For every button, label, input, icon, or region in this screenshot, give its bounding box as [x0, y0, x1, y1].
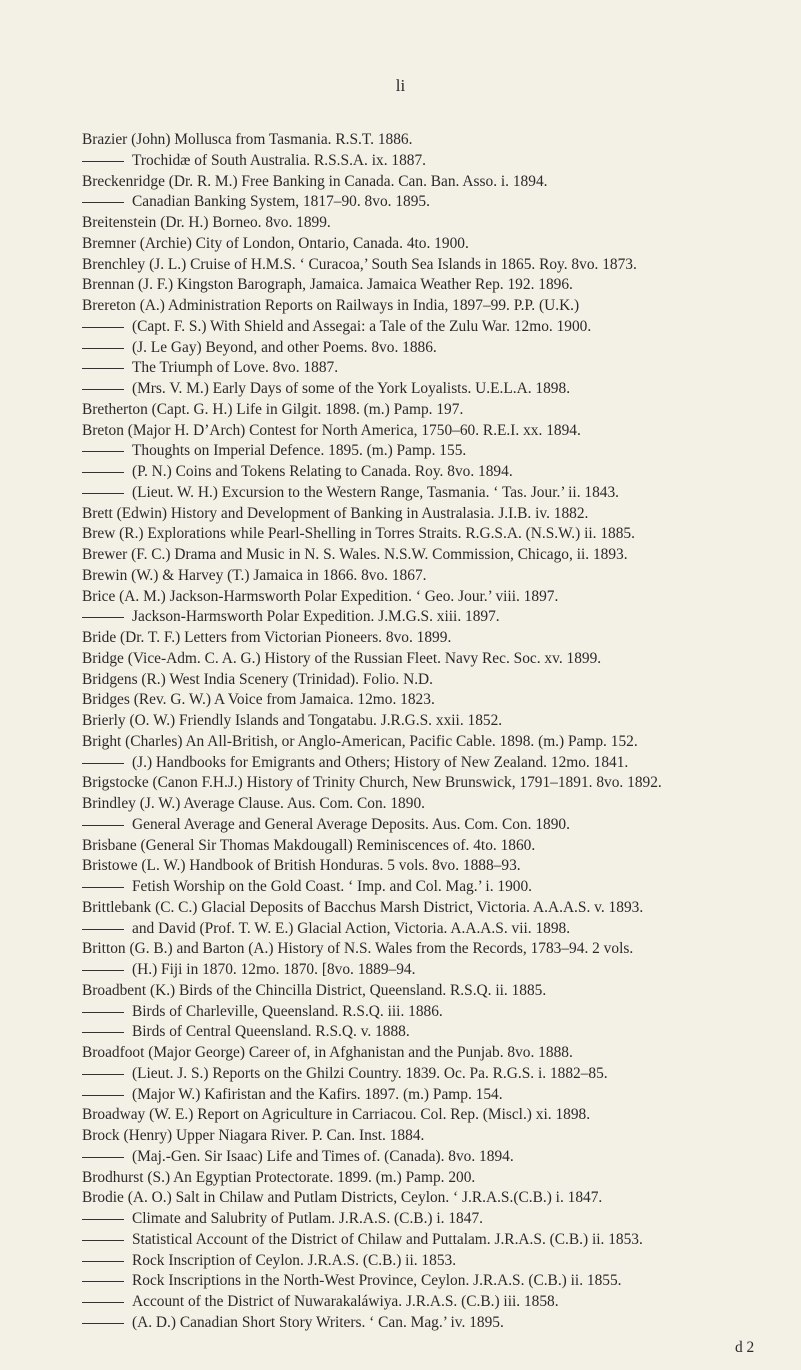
bibliography-entry	[0, 773, 801, 794]
bibliography-list	[0, 130, 801, 1334]
entry-text: (Lieut. J. S.) Reports on the Ghilzi Country. 1839. Oc. Pa. R.G.S. i. 1882–85.	[132, 1064, 608, 1082]
entry-text: Brierly (O. W.) Friendly Islands and Tongatabu. J.R.G.S. xxii. 1852.	[82, 712, 503, 729]
ditto-dash	[82, 472, 124, 473]
bibliography-entry	[0, 504, 801, 525]
continuation-entry	[0, 1209, 801, 1230]
bibliography-entry	[0, 794, 801, 815]
entry-text: Brenchley (J. L.) Cruise of H.M.S. ‘ Curacoa,’ South Sea Islands in 1865. Roy. 8vo. 1873.	[82, 255, 637, 273]
entry-text: Brett (Edwin) History and Development of Banking in Australasia. J.I.B. iv. 1882.	[82, 504, 589, 522]
bibliography-entry	[0, 628, 801, 649]
continuation-entry	[0, 919, 801, 940]
entry-text: (Major W.) Kafiristan and the Kafirs. 1897. (m.) Pamp. 154.	[132, 1085, 503, 1103]
continuation-entry	[0, 1064, 801, 1085]
continuation-entry	[0, 462, 801, 483]
ditto-dash	[82, 763, 124, 764]
entry-text: Jackson-Harmsworth Polar Expedition. J.M.G.S. xiii. 1897.	[132, 608, 500, 626]
continuation-entry	[0, 1292, 801, 1313]
continuation-entry	[0, 1022, 801, 1043]
bibliography-entry	[0, 400, 801, 421]
continuation-entry	[0, 1147, 801, 1168]
entry-text: Brew (R.) Explorations while Pearl-Shelling in Torres Straits. R.G.S.A. (N.S.W.) ii. 1885.	[82, 525, 635, 543]
entry-text: Birds of Central Queensland. R.S.Q. v. 1888.	[132, 1023, 410, 1041]
entry-text: Brewin (W.) & Harvey (T.) Jamaica in 1866. 8vo. 1867.	[82, 566, 427, 584]
ditto-dash	[82, 202, 124, 203]
ditto-dash	[82, 1261, 124, 1262]
entry-text: Canadian Banking System, 1817–90. 8vo. 1895.	[132, 193, 430, 211]
entry-text: Brodhurst (S.) An Egyptian Protectorate. 1899. (m.) Pamp. 200.	[82, 1168, 476, 1186]
bibliography-entry	[0, 690, 801, 711]
entry-text: Brereton (A.) Administration Reports on Railways in India, 1897–99. P.P. (U.K.)	[82, 297, 580, 314]
ditto-dash	[82, 1032, 124, 1033]
continuation-entry	[0, 192, 801, 213]
bibliography-entry	[0, 234, 801, 255]
entry-text: (Capt. F. S.) With Shield and Assegai: a Tale of the Zulu War. 12mo. 1900.	[132, 317, 592, 335]
ditto-dash	[82, 1240, 124, 1241]
entry-text: Climate and Salubrity of Putlam. J.R.A.S. (C.B.) i. 1847.	[132, 1210, 483, 1227]
entry-text: Broadfoot (Major George) Career of, in Afghanistan and the Punjab. 8vo. 1888.	[82, 1044, 573, 1061]
entry-text: Bridges (Rev. G. W.) A Voice from Jamaica. 12mo. 1823.	[82, 691, 435, 709]
continuation-entry	[0, 151, 801, 172]
entry-text: Bretherton (Capt. G. H.) Life in Gilgit. 1898. (m.) Pamp. 197.	[82, 400, 464, 418]
continuation-entry	[0, 1251, 801, 1272]
ditto-dash	[82, 970, 124, 971]
bibliography-entry	[0, 213, 801, 234]
entry-text: Brazier (John) Mollusca from Tasmania. R.S.T. 1886.	[82, 131, 413, 148]
bibliography-entry	[0, 1105, 801, 1126]
bibliography-entry	[0, 1188, 801, 1209]
ditto-dash	[82, 368, 124, 369]
bibliography-entry	[0, 421, 801, 442]
ditto-dash	[82, 929, 124, 930]
bibliography-entry	[0, 587, 801, 608]
continuation-entry	[0, 815, 801, 836]
continuation-entry	[0, 1271, 801, 1292]
entry-text: Broadway (W. E.) Report on Agriculture in Carriacou. Col. Rep. (Miscl.) xi. 1898.	[82, 1106, 591, 1124]
ditto-dash	[82, 327, 124, 328]
continuation-entry	[0, 960, 801, 981]
continuation-entry	[0, 607, 801, 628]
entry-text: Brennan (J. F.) Kingston Barograph, Jamaica. Jamaica Weather Rep. 192. 1896.	[82, 276, 573, 294]
entry-text: (J.) Handbooks for Emigrants and Others; History of New Zealand. 12mo. 1841.	[132, 753, 629, 771]
bibliography-entry	[0, 524, 801, 545]
ditto-dash	[82, 161, 124, 162]
bibliography-entry	[0, 732, 801, 753]
entry-text: Birds of Charleville, Queensland. R.S.Q. iii. 1886.	[132, 1002, 443, 1020]
entry-text: Bridgens (R.) West India Scenery (Trinidad). Folio. N.D.	[82, 670, 433, 688]
ditto-dash	[82, 493, 124, 494]
entry-text: Broadbent (K.) Birds of the Chincilla District, Queensland. R.S.Q. ii. 1885.	[82, 981, 547, 999]
entry-text: Breton (Major H. D’Arch) Contest for North America, 1750–60. R.E.I. xx. 1894.	[82, 421, 581, 439]
page-number: li	[395, 76, 406, 95]
entry-text: Brittlebank (C. C.) Glacial Deposits of Bacchus Marsh District, Victoria. A.A.A.S. v. 1893.	[82, 898, 644, 916]
entry-text: Statistical Account of the District of Chilaw and Puttalam. J.R.A.S. (C.B.) ii. 1853.	[132, 1230, 643, 1248]
entry-text: Brisbane (General Sir Thomas Makdougall) Reminiscences of. 4to. 1860.	[82, 836, 536, 854]
bibliography-entry	[0, 1043, 801, 1064]
entry-text: (Lieut. W. H.) Excursion to the Western Range, Tasmania. ‘ Tas. Jour.’ ii. 1843.	[132, 483, 620, 501]
continuation-entry	[0, 338, 801, 359]
entry-text: Brice (A. M.) Jackson-Harmsworth Polar Expedition. ‘ Geo. Jour.’ viii. 1897.	[82, 587, 559, 605]
bibliography-entry	[0, 545, 801, 566]
ditto-dash	[82, 1095, 124, 1096]
bibliography-entry	[0, 296, 801, 317]
entry-text: Brewer (F. C.) Drama and Music in N. S. Wales. N.S.W. Commission, Chicago, ii. 1893.	[82, 546, 628, 563]
continuation-entry	[0, 877, 801, 898]
entry-text: Trochidæ of South Australia. R.S.S.A. ix. 1887.	[132, 151, 427, 169]
bibliography-entry	[0, 981, 801, 1002]
entry-text: Bright (Charles) An All-British, or Anglo-American, Pacific Cable. 1898. (m.) Pamp. 152.	[82, 732, 638, 750]
continuation-entry	[0, 1230, 801, 1251]
continuation-entry	[0, 358, 801, 379]
entry-text: Rock Inscription of Ceylon. J.R.A.S. (C.B.) ii. 1853.	[132, 1251, 457, 1269]
ditto-dash	[82, 451, 124, 452]
bibliography-entry	[0, 711, 801, 732]
ditto-dash	[82, 1323, 124, 1324]
signature-mark: d 2	[735, 1339, 755, 1356]
continuation-entry	[0, 1002, 801, 1023]
ditto-dash	[82, 887, 124, 888]
bibliography-entry	[0, 255, 801, 276]
entry-text: Thoughts on Imperial Defence. 1895. (m.) Pamp. 155.	[132, 442, 467, 460]
entry-text: Bride (Dr. T. F.) Letters from Victorian Pioneers. 8vo. 1899.	[82, 629, 452, 646]
continuation-entry	[0, 753, 801, 774]
continuation-entry	[0, 441, 801, 462]
entry-text: (A. D.) Canadian Short Story Writers. ‘ Can. Mag.’ iv. 1895.	[132, 1313, 504, 1331]
bibliography-entry	[0, 670, 801, 691]
continuation-entry	[0, 483, 801, 504]
ditto-dash	[82, 617, 124, 618]
bibliography-entry	[0, 1126, 801, 1147]
ditto-dash	[82, 1302, 124, 1303]
ditto-dash	[82, 1281, 124, 1282]
entry-text: Brigstocke (Canon F.H.J.) History of Trinity Church, New Brunswick, 1791–1891. 8vo. 1892.	[82, 774, 662, 792]
bibliography-entry	[0, 1168, 801, 1189]
continuation-entry	[0, 1313, 801, 1334]
ditto-dash	[82, 825, 124, 826]
entry-text: (Maj.-Gen. Sir Isaac) Life and Times of. (Canada). 8vo. 1894.	[132, 1147, 514, 1165]
entry-text: Brock (Henry) Upper Niagara River. P. Can. Inst. 1884.	[82, 1127, 425, 1144]
continuation-entry	[0, 379, 801, 400]
entry-text: Bridge (Vice-Adm. C. A. G.) History of the Russian Fleet. Navy Rec. Soc. xv. 1899.	[82, 649, 602, 667]
entry-text: Account of the District of Nuwarakaláwiya. J.R.A.S. (C.B.) iii. 1858.	[132, 1293, 559, 1310]
ditto-dash	[82, 1219, 124, 1220]
ditto-dash	[82, 1157, 124, 1158]
entry-text: Fetish Worship on the Gold Coast. ‘ Imp. and Col. Mag.’ i. 1900.	[132, 878, 533, 895]
bibliography-entry	[0, 130, 801, 151]
entry-text: Breitenstein (Dr. H.) Borneo. 8vo. 1899.	[82, 214, 331, 231]
entry-text: Bremner (Archie) City of London, Ontario, Canada. 4to. 1900.	[82, 234, 469, 252]
bibliography-entry	[0, 939, 801, 960]
ditto-dash	[82, 348, 124, 349]
ditto-dash	[82, 389, 124, 390]
ditto-dash	[82, 1074, 124, 1075]
entry-text: and David (Prof. T. W. E.) Glacial Action, Victoria. A.A.A.S. vii. 1898.	[132, 919, 571, 937]
entry-text: (J. Le Gay) Beyond, and other Poems. 8vo. 1886.	[132, 338, 437, 356]
entry-text: Britton (G. B.) and Barton (A.) History of N.S. Wales from the Records, 1783–94. 2 vols.	[82, 940, 634, 958]
continuation-entry	[0, 1085, 801, 1106]
entry-text: Brindley (J. W.) Average Clause. Aus. Com. Con. 1890.	[82, 795, 425, 812]
bibliography-entry	[0, 275, 801, 296]
bibliography-entry	[0, 856, 801, 877]
continuation-entry	[0, 317, 801, 338]
entry-text: Bristowe (L. W.) Handbook of British Honduras. 5 vols. 8vo. 1888–93.	[82, 857, 521, 875]
entry-text: Breckenridge (Dr. R. M.) Free Banking in Canada. Can. Ban. Asso. i. 1894.	[82, 172, 548, 190]
entry-text: (P. N.) Coins and Tokens Relating to Canada. Roy. 8vo. 1894.	[132, 463, 513, 480]
entry-text: General Average and General Average Deposits. Aus. Com. Con. 1890.	[132, 815, 570, 833]
entry-text: (Mrs. V. M.) Early Days of some of the York Loyalists. U.E.L.A. 1898.	[132, 380, 571, 397]
bibliography-entry	[0, 649, 801, 670]
ditto-dash	[82, 1012, 124, 1013]
entry-text: (H.) Fiji in 1870. 12mo. 1870. [8vo. 1889–94.	[132, 961, 416, 978]
bibliography-entry	[0, 172, 801, 193]
bibliography-entry	[0, 836, 801, 857]
entry-text: Brodie (A. O.) Salt in Chilaw and Putlam Districts, Ceylon. ‘ J.R.A.S.(C.B.) i. 1847.	[82, 1189, 603, 1207]
bibliography-entry	[0, 566, 801, 587]
bibliography-entry	[0, 898, 801, 919]
entry-text: Rock Inscriptions in the North-West Province, Ceylon. J.R.A.S. (C.B.) ii. 1855.	[132, 1272, 622, 1290]
entry-text: The Triumph of Love. 8vo. 1887.	[132, 359, 339, 377]
